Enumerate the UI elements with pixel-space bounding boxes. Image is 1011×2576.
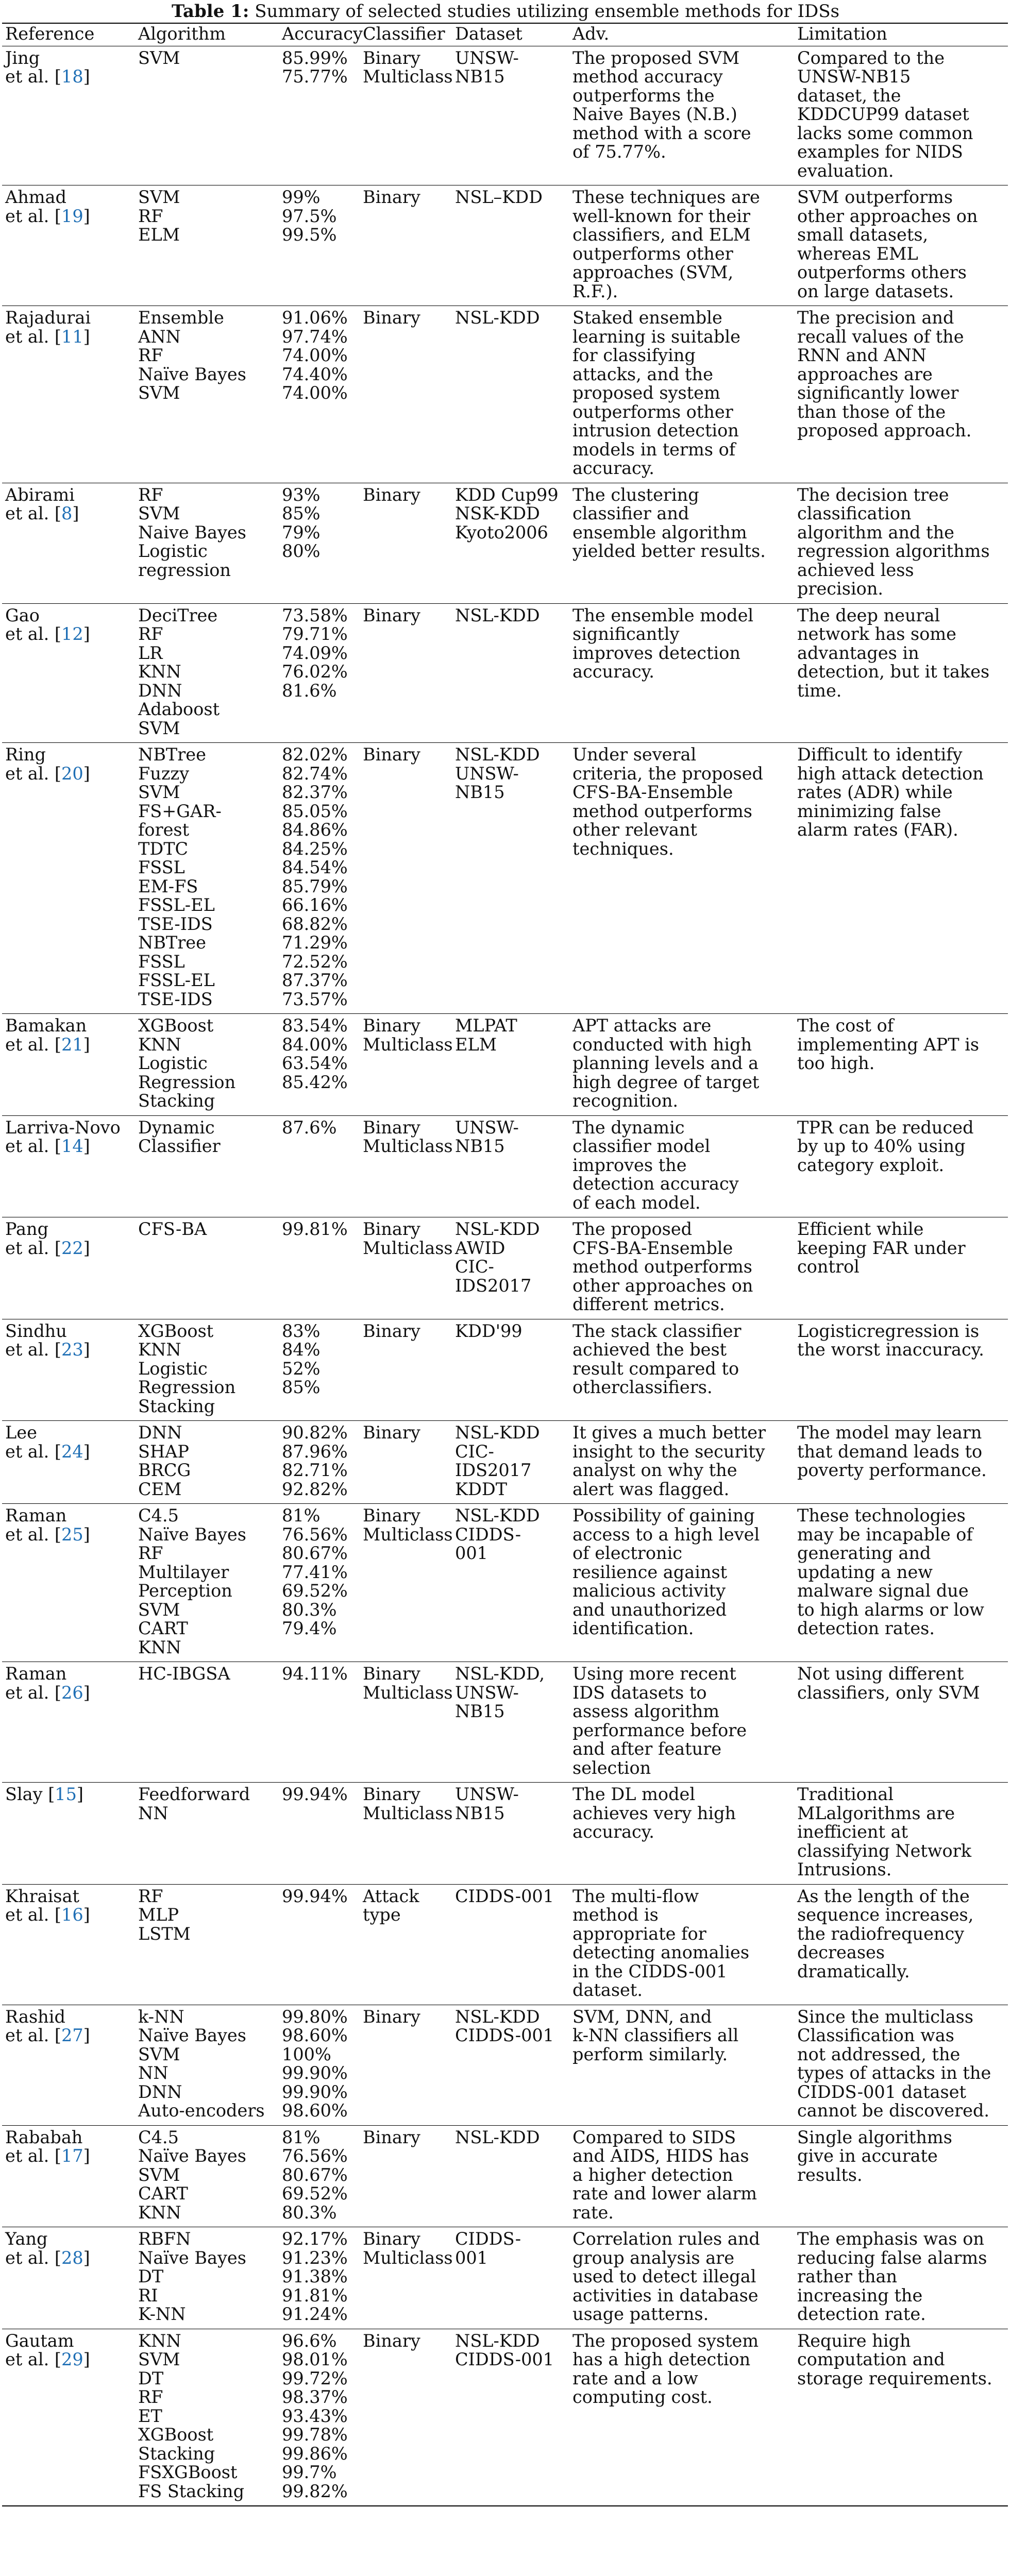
cell-dataset: NSL-KDD (455, 308, 540, 328)
cell-reference (2, 1884, 135, 2005)
cell-accuracy: 90.82% 87.96% 82.71% 92.82% (282, 1422, 348, 1499)
cell-reference (2, 46, 135, 185)
citation-link[interactable]: 15 (55, 1784, 77, 1804)
cell-advantage: The dynamic classifier model improves the detection accuracy of each model. (572, 1117, 739, 1213)
reference-authors: Rababah et al. [ (5, 2127, 83, 2166)
cell-classifier: Binary (363, 187, 420, 207)
cell-limitation: The deep neural network has some advantages in detection, but it takes time. (797, 605, 990, 701)
cell-reference (2, 603, 135, 743)
reference-bracket: ] (83, 1905, 90, 1925)
cell-dataset: NSL-KDD (455, 2127, 540, 2147)
table-row (2, 1115, 1008, 1217)
cell-algorithm: SVM RF ELM (138, 187, 180, 245)
reference-authors: Sindhu et al. [ (5, 1320, 67, 1360)
cell-algorithm: k-NN Naïve Bayes SVM NN DNN Auto-encoders (138, 2006, 265, 2121)
cell-dataset: NSL-KDD CIDDS-001 (455, 2330, 554, 2369)
cell-limitation: Not using different classifiers, only SVM (797, 1664, 980, 1703)
cell-limitation: Efficient while keeping FAR under control (797, 1219, 966, 1277)
cell-classifier: Binary Multiclass (363, 1219, 453, 1258)
cell-reference (2, 2005, 135, 2125)
cell-reference (2, 743, 135, 1014)
cell-classifier: Binary (363, 744, 420, 765)
cell-dataset: NSL-KDD UNSW-NB15 (455, 744, 540, 802)
cell-classifier: Binary Multiclass (363, 2229, 453, 2268)
table-row (2, 483, 1008, 603)
cell-advantage: The proposed SVM method accuracy outperforms the Naive Bayes (N.B.) method with a score of 75.77%. (572, 47, 751, 162)
cell-accuracy: 81% 76.56% 80.67% 77.41% 69.52% 80.3% 79.4% (282, 1505, 348, 1638)
cell-classifier: Binary (363, 1422, 420, 1443)
reference-bracket: ] (76, 1784, 83, 1804)
col-header-reference: Reference (5, 24, 95, 44)
table-row (2, 1217, 1008, 1319)
cell-classifier: Binary Multiclass (363, 1015, 453, 1055)
citation-link[interactable]: 21 (61, 1034, 83, 1055)
cell-dataset: NSL-KDD (455, 605, 540, 625)
citation-link[interactable]: 29 (61, 2349, 83, 2369)
cell-algorithm: C4.5 Naïve Bayes RF Multilayer Perception SVM CART KNN (138, 1505, 246, 1657)
cell-accuracy: 96.6% 98.01% 99.72% 98.37% 93.43% 99.78% 99.86% 99.7% 99.82% (282, 2330, 348, 2501)
cell-advantage: These techniques are well-known for their classifiers, and ELM outperforms other approaches (SVM, R.F.). (572, 187, 760, 301)
cell-dataset: NSL-KDD AWID CIC- IDS2017 (455, 1219, 540, 1296)
table-row (2, 1319, 1008, 1421)
reference-authors: Abirami et al. [ (5, 484, 75, 523)
table-row (2, 1662, 1008, 1783)
reference-authors: Yang et al. [ (5, 2229, 61, 2268)
cell-reference (2, 1662, 135, 1783)
cell-accuracy: 83.54% 84.00% 63.54% 85.42% (282, 1015, 348, 1092)
cell-algorithm: Feedforward NN (138, 1784, 250, 1823)
reference-bracket: ] (83, 2025, 90, 2045)
cell-reference (2, 483, 135, 603)
cell-algorithm: XGBoost KNN Logistic Regression Stacking (138, 1320, 236, 1416)
reference-bracket: ] (83, 206, 90, 226)
cell-algorithm: DNN SHAP BRCG CEM (138, 1422, 191, 1499)
cell-algorithm: Ensemble ANN RF Naïve Bayes SVM (138, 308, 246, 403)
cell-advantage: The proposed CFS-BA-Ensemble method outperforms other approaches on different metrics. (572, 1219, 753, 1314)
cell-classifier: Binary (363, 2330, 420, 2351)
reference-bracket: ] (83, 2247, 90, 2268)
table-caption (0, 2, 1011, 21)
table-row (2, 1884, 1008, 2005)
cell-accuracy: 83% 84% 52% 85% (282, 1320, 321, 1397)
cell-reference (2, 2329, 135, 2506)
cell-accuracy: 87.6% (282, 1117, 337, 1138)
reference-authors: Raman et al. [ (5, 1505, 67, 1545)
reference-bracket: ] (83, 2146, 90, 2166)
cell-limitation: Require high computation and storage requirements. (797, 2330, 992, 2388)
citation-link[interactable]: 19 (61, 206, 83, 226)
cell-dataset: UNSW-NB15 (455, 1117, 519, 1156)
cell-dataset: NSL-KDD, UNSW-NB15 (455, 1664, 545, 1721)
caption-label: Table 1: (171, 1, 249, 22)
cell-classifier: Attack type (363, 1886, 419, 1925)
cell-reference (2, 185, 135, 306)
citation-link[interactable]: 25 (61, 1524, 83, 1545)
cell-accuracy: 82.02% 82.74% 82.37% 85.05% 84.86% 84.25% 84.54% 85.79% 66.16% 68.82% 71.29% 72.52% 87.37% 73.57% (282, 744, 348, 1009)
cell-accuracy: 94.11% (282, 1664, 348, 1684)
cell-accuracy: 99.81% (282, 1219, 348, 1239)
reference-bracket: ] (83, 1034, 90, 1055)
cell-accuracy: 99.80% 98.60% 100% 99.90% 99.90% 98.60% (282, 2006, 348, 2121)
cell-reference (2, 1783, 135, 1885)
table-row (2, 2005, 1008, 2125)
cell-limitation: Logisticregression is the worst inaccuracy. (797, 1320, 984, 1360)
cell-dataset: UNSW-NB15 (455, 1784, 519, 1823)
reference-authors: Lee et al. [ (5, 1422, 61, 1462)
table-row (2, 306, 1008, 483)
cell-limitation: Compared to the UNSW-NB15 dataset, the KDDCUP99 dataset lacks some common examples for NIDS evaluation. (797, 47, 973, 181)
cell-algorithm: HC-IBGSA (138, 1664, 230, 1684)
cell-accuracy: 99.94% (282, 1784, 348, 1804)
cell-advantage: The stack classifier achieved the best result compared to otherclassifiers. (572, 1320, 742, 1397)
cell-advantage: The clustering classifier and ensemble algorithm yielded better results. (572, 484, 766, 561)
citation-link[interactable]: 8 (61, 503, 73, 523)
cell-limitation: Difficult to identify high attack detection rates (ADR) while minimizing false alarm rates (FAR). (797, 744, 984, 840)
table-row (2, 743, 1008, 1014)
cell-reference (2, 2125, 135, 2227)
ensemble-studies-table (2, 23, 1008, 2506)
cell-classifier: Binary (363, 484, 420, 505)
cell-algorithm: XGBoost KNN Logistic Regression Stacking (138, 1015, 236, 1111)
citation-link[interactable]: 14 (61, 1136, 83, 1156)
cell-reference (2, 1115, 135, 1217)
citation-link[interactable]: 26 (61, 1682, 83, 1703)
cell-reference (2, 2227, 135, 2329)
reference-bracket: ] (83, 66, 90, 87)
cell-dataset: NSL-KDD CIDDS-001 (455, 2006, 554, 2045)
cell-limitation: SVM outperforms other approaches on small datasets, whereas EML outperforms others on large datasets. (797, 187, 978, 301)
col-header-accuracy: Accuracy (282, 24, 363, 44)
citation-link[interactable]: 27 (61, 2025, 83, 2045)
table-row (2, 1014, 1008, 1116)
cell-accuracy: 91.06% 97.74% 74.00% 74.40% 74.00% (282, 308, 348, 403)
citation-link[interactable]: 11 (61, 326, 83, 347)
cell-classifier: Binary Multiclass (363, 1784, 453, 1823)
cell-limitation: As the length of the sequence increases, the radiofrequency decreases dramatically. (797, 1886, 974, 1981)
table-header-row (2, 23, 1008, 46)
col-header-dataset: Dataset (455, 24, 523, 44)
cell-classifier: Binary (363, 605, 420, 625)
cell-dataset: KDD Cup99 NSK-KDD Kyoto2006 (455, 484, 559, 543)
reference-bracket: ] (83, 1682, 90, 1703)
cell-dataset: NSL-KDD CIC- IDS2017 KDDT (455, 1422, 540, 1499)
cell-advantage: Correlation rules and group analysis are used to detect illegal activities in database usage patterns. (572, 2229, 760, 2324)
cell-algorithm: RF SVM Naive Bayes Logistic regression (138, 484, 246, 580)
cell-classifier: Binary (363, 2127, 420, 2147)
cell-dataset: CIDDS- 001 (455, 2229, 521, 2268)
table-row (2, 1783, 1008, 1885)
citation-link[interactable]: 18 (61, 66, 83, 87)
citation-link[interactable]: 16 (61, 1905, 83, 1925)
cell-limitation: The decision tree classification algorithm and the regression algorithms achieved less precision. (797, 484, 990, 599)
cell-reference (2, 1504, 135, 1662)
cell-accuracy: 73.58% 79.71% 74.09% 76.02% 81.6% (282, 605, 348, 701)
cell-reference (2, 1421, 135, 1504)
reference-bracket: ] (83, 326, 90, 347)
cell-advantage: Staked ensemble learning is suitable for classifying attacks, and the proposed system outperforms other intrusion detection models in terms of accuracy. (572, 308, 740, 478)
cell-dataset: NSL-KDD CIDDS- 001 (455, 1505, 540, 1563)
cell-limitation: TPR can be reduced by up to 40% using category exploit. (797, 1117, 974, 1175)
cell-classifier: Binary Multiclass (363, 1117, 453, 1156)
cell-limitation: These technologies may be incapable of generating and updating a new malware signal due to high alarms or low detection rates. (797, 1505, 984, 1638)
table-row (2, 2329, 1008, 2506)
table-row (2, 185, 1008, 306)
cell-reference (2, 1319, 135, 1421)
cell-classifier: Binary (363, 2006, 420, 2027)
cell-dataset: UNSW-NB15 (455, 47, 519, 87)
reference-authors: Ahmad et al. [ (5, 187, 66, 226)
reference-authors: Gautam et al. [ (5, 2330, 74, 2369)
cell-limitation: The emphasis was on reducing false alarms rather than increasing the detection rate. (797, 2229, 987, 2324)
cell-classifier: Binary Multiclass (363, 1505, 453, 1545)
citation-link[interactable]: 24 (61, 1441, 83, 1462)
reference-authors: Larriva-Novo et al. [ (5, 1117, 121, 1156)
cell-accuracy: 99.94% (282, 1886, 348, 1906)
reference-authors: Bamakan et al. [ (5, 1015, 87, 1055)
table-row (2, 1504, 1008, 1662)
cell-dataset: MLPAT ELM (455, 1015, 517, 1055)
cell-dataset: KDD'99 (455, 1320, 523, 1341)
reference-bracket: ] (83, 1524, 90, 1545)
table-row (2, 1421, 1008, 1504)
reference-bracket: ] (83, 1238, 90, 1258)
cell-reference (2, 1014, 135, 1116)
reference-bracket: ] (72, 503, 79, 523)
citation-link[interactable]: 12 (61, 624, 83, 644)
col-header-limitation: Limitation (797, 24, 887, 44)
col-header-algorithm: Algorithm (138, 24, 226, 44)
cell-algorithm: SVM (138, 47, 180, 68)
cell-accuracy: 93% 85% 79% 80% (282, 484, 321, 561)
cell-advantage: The multi-flow method is appropriate for detecting anomalies in the CIDDS-001 dataset. (572, 1886, 750, 2000)
cell-accuracy: 99% 97.5% 99.5% (282, 187, 337, 245)
cell-advantage: The ensemble model significantly improves detection accuracy. (572, 605, 754, 682)
cell-classifier: Binary Multiclass (363, 1664, 453, 1703)
reference-bracket: ] (83, 763, 90, 784)
cell-classifier: Binary (363, 308, 420, 328)
cell-algorithm: DeciTree RF LR KNN DNN Adaboost SVM (138, 605, 220, 738)
cell-algorithm: NBTree Fuzzy SVM FS+GAR- forest TDTC FSSL EM-FS FSSL-EL TSE-IDS NBTree FSSL FSSL-EL TSE-IDS (138, 744, 222, 1009)
reference-authors: Ring et al. [ (5, 744, 61, 784)
cell-reference (2, 1217, 135, 1319)
cell-advantage: The DL model achieves very high accuracy. (572, 1784, 736, 1842)
cell-algorithm: RBFN Naïve Bayes DT RI K-NN (138, 2229, 246, 2324)
citation-link[interactable]: 23 (61, 1340, 83, 1360)
cell-limitation: Single algorithms give in accurate results. (797, 2127, 952, 2185)
cell-advantage: Compared to SIDS and AIDS, HIDS has a higher detection rate and lower alarm rate. (572, 2127, 757, 2223)
cell-algorithm: C4.5 Naïve Bayes SVM CART KNN (138, 2127, 246, 2223)
cell-algorithm: KNN SVM DT RF ET XGBoost Stacking FSXGBoost FS Stacking (138, 2330, 245, 2501)
cell-limitation: The cost of implementing APT is too high. (797, 1015, 980, 1073)
caption-text: Summary of selected studies utilizing ensemble methods for IDSs (255, 1, 840, 22)
cell-accuracy: 92.17% 91.23% 91.38% 91.81% 91.24% (282, 2229, 348, 2324)
cell-advantage: APT attacks are conducted with high planning levels and a high degree of target recognition. (572, 1015, 760, 1111)
cell-advantage: SVM, DNN, and k-NN classifiers all perform similarly. (572, 2006, 739, 2064)
cell-dataset: NSL–KDD (455, 187, 543, 207)
col-header-classifier: Classifier (363, 24, 445, 44)
reference-authors: Rashid et al. [ (5, 2006, 65, 2045)
cell-algorithm: CFS-BA (138, 1219, 207, 1239)
cell-advantage: Under several criteria, the proposed CFS-BA-Ensemble method outperforms other relevant techniques. (572, 744, 763, 859)
reference-authors: Gao et al. [ (5, 605, 61, 644)
reference-bracket: ] (83, 2349, 90, 2369)
cell-limitation: Traditional MLalgorithms are inefficient at classifying Network Intrusions. (797, 1784, 972, 1879)
cell-algorithm: RF MLP LSTM (138, 1886, 191, 1944)
table-row (2, 2125, 1008, 2227)
cell-limitation: Since the multiclass Classification was not addressed, the types of attacks in the CIDDS-001 dataset cannot be discovered. (797, 2006, 991, 2121)
cell-dataset: CIDDS-001 (455, 1886, 554, 1906)
reference-authors: Raman et al. [ (5, 1664, 67, 1703)
cell-algorithm: Dynamic Classifier (138, 1117, 221, 1156)
reference-bracket: ] (83, 1441, 90, 1462)
reference-bracket: ] (83, 1136, 90, 1156)
citation-link[interactable]: 17 (61, 2146, 83, 2166)
citation-link[interactable]: 20 (61, 763, 83, 784)
cell-classifier: Binary Multiclass (363, 47, 453, 87)
reference-authors: Khraisat et al. [ (5, 1886, 79, 1925)
cell-advantage: Using more recent IDS datasets to assess algorithm performance before and after feature selection (572, 1664, 747, 1778)
cell-accuracy: 81% 76.56% 80.67% 69.52% 80.3% (282, 2127, 348, 2223)
cell-classifier: Binary (363, 1320, 420, 1341)
cell-accuracy: 85.99% 75.77% (282, 47, 348, 87)
cell-limitation: The precision and recall values of the RNN and ANN approaches are significantly lower than those of the proposed approach. (797, 308, 972, 440)
citation-link[interactable]: 28 (61, 2247, 83, 2268)
reference-authors: Pang et al. [ (5, 1219, 61, 1258)
cell-advantage: It gives a much better insight to the security analyst on why the alert was flagged. (572, 1422, 766, 1499)
table-row (2, 46, 1008, 185)
table-row (2, 2227, 1008, 2329)
col-header-advantage: Adv. (572, 24, 610, 44)
table-row (2, 603, 1008, 743)
reference-bracket: ] (83, 624, 90, 644)
citation-link[interactable]: 22 (61, 1238, 83, 1258)
cell-advantage: The proposed system has a high detection rate and a low computing cost. (572, 2330, 759, 2407)
cell-advantage: Possibility of gaining access to a high level of electronic resilience against malicious activity and unauthorized identification. (572, 1505, 760, 1638)
reference-bracket: ] (83, 1340, 90, 1360)
reference-authors: Slay [ (5, 1784, 55, 1804)
reference-authors: Rajadurai et al. [ (5, 308, 91, 347)
cell-limitation: The model may learn that demand leads to poverty performance. (797, 1422, 987, 1480)
table-body (2, 46, 1008, 2506)
cell-reference (2, 306, 135, 483)
reference-authors: Jing et al. [ (5, 47, 61, 87)
